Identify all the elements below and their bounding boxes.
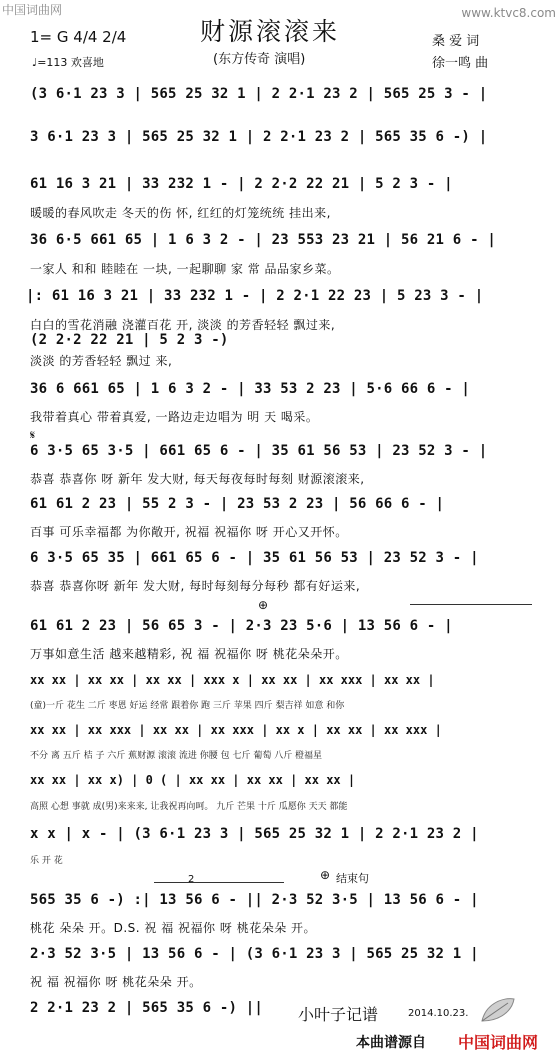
rhythm-lyric-line-3: 高照 心想 事就 成(男)来来来, 让我祝再向呵。 九斤 芒果 十斤 瓜愿你 天天 都能 (30, 802, 348, 812)
volta-number: 2 (188, 874, 195, 885)
lyric-line-13: 祝 福 祝福你 呀 桃花朵朵 开。 (30, 975, 202, 989)
notation-line-6: 36 6 661 65 | 1 6 3 2 - | 33 53 2 23 | 5·6 66 6 - | (30, 381, 471, 397)
lyric-line-7: 恭喜 恭喜你 呀 新年 发大财, 每天每夜每时每刻 财源滚滚来, (30, 472, 365, 486)
song-title: 财源滚滚来 (200, 17, 341, 46)
rhythm-line-3: xx xx | xx x) | 0 ( | xx xx | xx xx | xx xx | (30, 773, 356, 787)
rhythm-lyric-line-2: 不分 离 五斤 桔 子 六斤 蕉财源 滚滚 流进 你腰 包 七斤 葡萄 八斤 橙福星 (30, 751, 323, 761)
segno-icon: 𝄋 (30, 428, 36, 442)
transcription-date: 2014.10.23. (408, 1008, 469, 1019)
lyric-line-4: 一家人 和和 睦睦在 一块, 一起聊聊 家 常 品品家乡菜。 (30, 262, 340, 276)
watermark-site-name: 中国词曲网 (2, 3, 63, 17)
coda-icon: ⊕ (258, 598, 269, 612)
lyric-line-12: 桃花 朵朵 开。D.S. 祝 福 祝福你 呀 桃花朵朵 开。 (30, 921, 317, 935)
notation-line-3: 61 16 3 21 | 33 232 1 - | 2 2·2 22 21 | 5 2 3 - | (30, 176, 453, 192)
notation-line-11: x x | x - | (3 6·1 23 3 | 565 25 32 1 | 2 2·1 23 2 | (30, 826, 479, 842)
leaf-icon (478, 995, 518, 1025)
transcriber-signature: 小叶子记谱 (298, 1005, 379, 1024)
lyric-line-8: 百事 可乐幸福都 为你敞开, 祝福 祝福你 呀 开心又开怀。 (30, 525, 348, 539)
notation-line-5: |: 61 16 3 21 | 33 232 1 - | 2 2·1 22 23 | 5 23 3 - | (26, 288, 484, 304)
source-site-logo: 中国词曲网 (458, 1033, 539, 1052)
notation-line-2: 3 6·1 23 3 | 565 25 32 1 | 2 2·1 23 2 | 565 35 6 -) | (30, 129, 488, 145)
notation-line-7: 6 3·5 65 3·5 | 661 65 6 - | 35 61 56 53 | 23 52 3 - | (30, 443, 488, 459)
notation-line-8: 61 61 2 23 | 55 2 3 - | 23 53 2 23 | 56 66 6 - | (30, 496, 445, 512)
lyric-line-3: 暖暖的春风吹走 冬天的伤 怀, 红红的灯笼统统 挂出来, (30, 206, 331, 220)
rhythm-line-2: xx xx | xx xxx | xx xx | xx xxx | xx x | xx xx | xx xxx | (30, 723, 442, 737)
lyric-line-6: 我带着真心 带着真爱, 一路边走边唱为 明 天 喝采。 (30, 410, 319, 424)
lyric-line-9: 恭喜 恭喜你呀 新年 发大财, 每时每刻每分每秒 都有好运来, (30, 579, 361, 593)
notation-line-13: 2·3 52 3·5 | 13 56 6 - | (3 6·1 23 3 | 565 25 32 1 | (30, 946, 479, 962)
ending-bracket (410, 604, 532, 605)
coda-section-label: 结束句 (336, 872, 369, 885)
rhythm-lyric-line-1: (童)一斤 花生 二斤 枣恩 好运 经常 跟着你 跑 三斤 苹果 四斤 梨吉祥 如意 和你 (30, 701, 345, 711)
lyric-line-10: 万事如意生活 越来越精彩, 祝 福 祝福你 呀 桃花朵朵开。 (30, 647, 348, 661)
lyric-line-5: 白白的雪花消融 浇灌百花 开, 淡淡 的芳香轻轻 飘过来, (30, 318, 336, 332)
notation-line-5-alt: (2 2·2 22 21 | 5 2 3 -) (30, 332, 229, 348)
notation-line-12: 565 35 6 -) :| 13 56 6 - || 2·3 52 3·5 | 13 56 6 - | (30, 892, 479, 908)
volta-bracket (154, 882, 284, 883)
key-signature: 1= G 4/4 2/4 (30, 28, 127, 46)
lyricist-credit: 桑 爱 词 (432, 34, 480, 49)
song-subtitle: (东方传奇 演唱) (213, 52, 306, 67)
notation-line-10: 61 61 2 23 | 56 65 3 - | 2·3 23 5·6 | 13 56 6 - | (30, 618, 453, 634)
lyric-line-11: 乐 开 花 (30, 856, 63, 866)
notation-line-14: 2 2·1 23 2 | 565 35 6 -) || (30, 1000, 263, 1016)
coda-icon-end: ⊕ (320, 868, 331, 882)
notation-line-4: 36 6·5 661 65 | 1 6 3 2 - | 23 553 23 21 | 56 21 6 - | (30, 232, 496, 248)
tempo-marking: ♩=113 欢喜地 (32, 56, 104, 69)
source-label: 本曲谱源自 (356, 1035, 426, 1051)
watermark-url: www.ktvc8.com (461, 6, 556, 20)
notation-line-9: 6 3·5 65 35 | 661 65 6 - | 35 61 56 53 | 23 52 3 - | (30, 550, 479, 566)
composer-credit: 徐一鸣 曲 (432, 56, 489, 71)
notation-line-1: (3 6·1 23 3 | 565 25 32 1 | 2 2·1 23 2 | 565 25 3 - | (30, 86, 488, 102)
rhythm-line-1: xx xx | xx xx | xx xx | xxx x | xx xx | xx xxx | xx xx | (30, 673, 435, 687)
lyric-line-5-alt: 淡淡 的芳香轻轻 飘过 来, (30, 354, 173, 368)
